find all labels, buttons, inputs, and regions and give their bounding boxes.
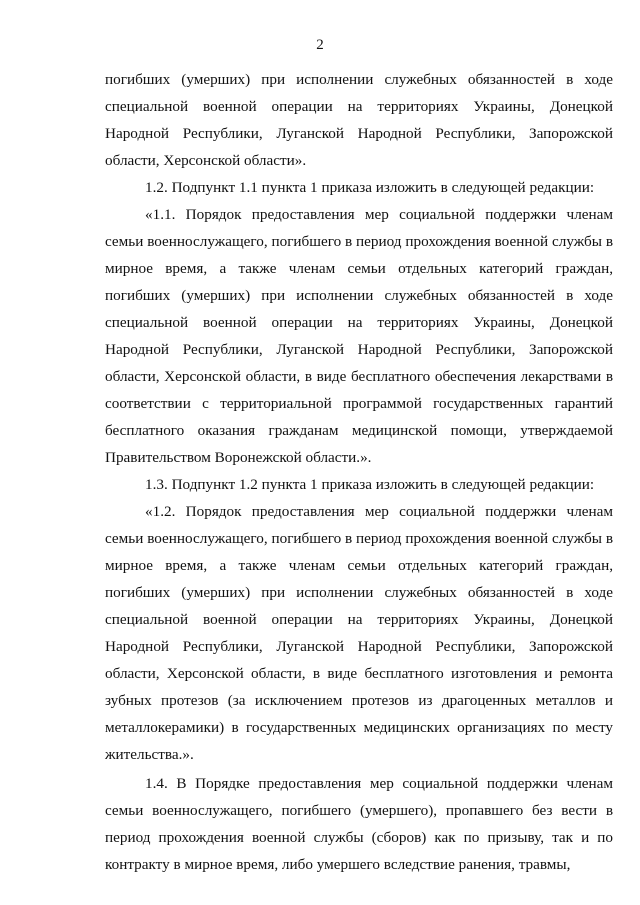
paragraph-item-1-3: 1.3. Подпункт 1.2 пункта 1 приказа изложить в следующей редакции: bbox=[145, 476, 595, 493]
paragraph-item-1-2: 1.2. Подпункт 1.1 пункта 1 приказа изложить в следующей редакции: bbox=[145, 179, 595, 196]
paragraph-item-1-4: 1.4. В Порядке предоставления мер социальной поддержки членам семьи военнослужащего, погибшего (умершего), пропавшего без вести в период прохождения военной службы (сборов) как по призыву, так и по контракту в мирное время, либо умершего вследствие ранения, травмы, bbox=[105, 775, 613, 873]
paragraph-quote-1-1: «1.1. Порядок предоставления мер социальной поддержки членам семьи военнослужащего, погибшего в период прохождения военной службы в мирное время, а также членам семьи отдельных категорий граждан, погибших (умерших) при исполнении служебных обязанностей в ходе специальной военной операции на территориях Украины, Донецкой Народной Республики, Луганской Народной Республики, Запорожской области, Херсонской области, в виде бесплатного обеспечения лекарствами в соответствии с территориальной программой государственных гарантий бесплатного оказания гражданам медицинской помощи, утверждаемой Правительством Воронежской области.». bbox=[105, 206, 613, 466]
page-number: 2 bbox=[316, 37, 324, 53]
paragraph-continuation: погибших (умерших) при исполнении служебных обязанностей в ходе специальной военной операции на территориях Украины, Донецкой Народной Республики, Луганской Народной Республики, Запорожской области, Херсонской области». bbox=[105, 71, 613, 169]
document-body bbox=[105, 66, 613, 878]
paragraph-quote-1-2: «1.2. Порядок предоставления мер социальной поддержки членам семьи военнослужащего, погибшего в период прохождения военной службы в мирное время, а также членам семьи отдельных категорий граждан, погибших (умерших) при исполнении служебных обязанностей в ходе специальной военной операции на территориях Украины, Донецкой Народной Республики, Луганской Народной Республики, Запорожской области, Херсонской области, в виде бесплатного изготовления и ремонта зубных протезов (за исключением протезов из драгоценных металлов и металлокерамики) в государственных медицинских организациях по месту жительства.». bbox=[105, 503, 613, 763]
